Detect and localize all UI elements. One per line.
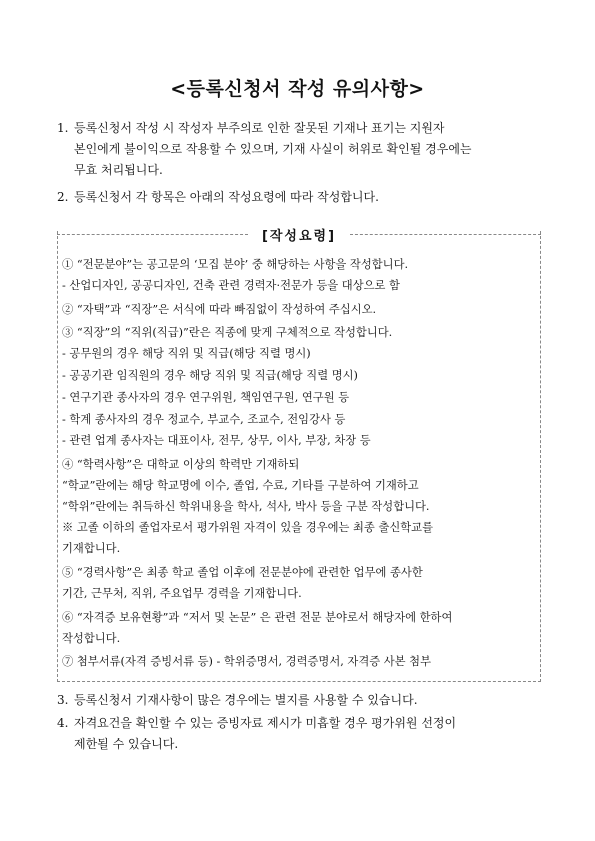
guide-line: ⑦ 첨부서류(자격 증빙서류 등) - 학위증명서, 경력증명서, 자격증 사본 첨부	[62, 655, 431, 668]
guide-title: [작성요령]	[261, 228, 337, 244]
guide-line: ② “자택”과 “직장”은 서식에 따라 빠짐없이 작성하여 주십시오.	[62, 303, 377, 316]
item-line: 등록신청서 기재사항이 많은 경우에는 별지를 사용할 수 있습니다.	[74, 693, 418, 707]
item-number: 1.	[57, 121, 69, 135]
item-line: 무효 처리됩니다.	[74, 163, 163, 177]
item-line: 등록신청서 작성 시 작성자 부주의로 인한 잘못된 기재나 표기는 지원자	[74, 121, 445, 135]
guide-line: 작성합니다.	[62, 632, 121, 645]
dashed-rule	[57, 234, 248, 235]
guide-line: 기재합니다.	[62, 542, 121, 555]
notice-item-4	[57, 713, 545, 755]
guide-line: ⑤ “경력사항”은 최종 학교 졸업 이후에 전문분야에 관련한 업무에 종사한	[62, 566, 423, 579]
guide-box-header	[57, 224, 541, 244]
guide-line: “학위”란에는 취득하신 학위내용을 학사, 석사, 박사 등을 구분 작성합니다.	[62, 500, 430, 513]
guide-line: ① “전문분야”는 공고문의 ‘모집 분야’ 중 해당하는 사항을 작성합니다.	[62, 258, 409, 271]
guide-line: - 산업디자인, 공공디자인, 건축 관련 경력자·전문가 등을 대상으로 함	[62, 279, 400, 292]
item-line: 등록신청서 각 항목은 아래의 작성요령에 따라 작성합니다.	[74, 190, 379, 204]
guide-line: ④ “학력사항”은 대학교 이상의 학력만 기재하되	[62, 458, 300, 471]
guide-line: ※ 고졸 이하의 졸업자로서 평가위원 자격이 있을 경우에는 최종 출신학교를	[62, 521, 434, 534]
dashed-rule	[350, 234, 541, 235]
guide-line: - 공공기관 임직원의 경우 해당 직위 및 직급(해당 직렬 명시)	[62, 369, 358, 382]
notice-item-2	[57, 187, 545, 208]
guide-line: ⑥ “자격증 보유현황”과 “저서 및 논문” 은 관련 전문 분야로서 해당자에 한하여	[62, 611, 453, 624]
guide-line: - 학계 종사자의 경우 정교수, 부교수, 조교수, 전임강사 등	[62, 413, 346, 426]
guide-line: - 관련 업계 종사자는 대표이사, 전무, 상무, 이사, 부장, 차장 등	[62, 434, 371, 447]
guide-line: - 연구기관 종사자의 경우 연구위원, 책임연구원, 연구원 등	[62, 391, 350, 404]
item-line: 자격요건을 확인할 수 있는 증빙자료 제시가 미흡할 경우 평가위원 선정이	[74, 716, 457, 730]
page-title: <등록신청서 작성 유의사항>	[170, 78, 425, 100]
item-number: 4.	[57, 716, 69, 730]
item-number: 2.	[57, 190, 69, 204]
guide-line: 기간, 근무처, 직위, 주요업무 경력을 기재합니다.	[62, 587, 302, 600]
notice-item-3	[57, 690, 545, 711]
item-number: 3.	[57, 693, 69, 707]
notice-item-1	[57, 118, 545, 181]
guide-line: - 공무원의 경우 해당 직위 및 직급(해당 직렬 명시)	[62, 347, 311, 360]
guide-line: ③ “직장”의 “직위(직급)”란은 직종에 맞게 구체적으로 작성합니다.	[62, 326, 393, 339]
guide-line: “학교”란에는 해당 학교명에 이수, 졸업, 수료, 기타를 구분하여 기재하고	[62, 479, 419, 492]
item-line: 본인에게 불이익으로 작용할 수 있으며, 기재 사실이 허위로 확인될 경우에는	[74, 142, 472, 156]
item-line: 제한될 수 있습니다.	[74, 737, 179, 751]
